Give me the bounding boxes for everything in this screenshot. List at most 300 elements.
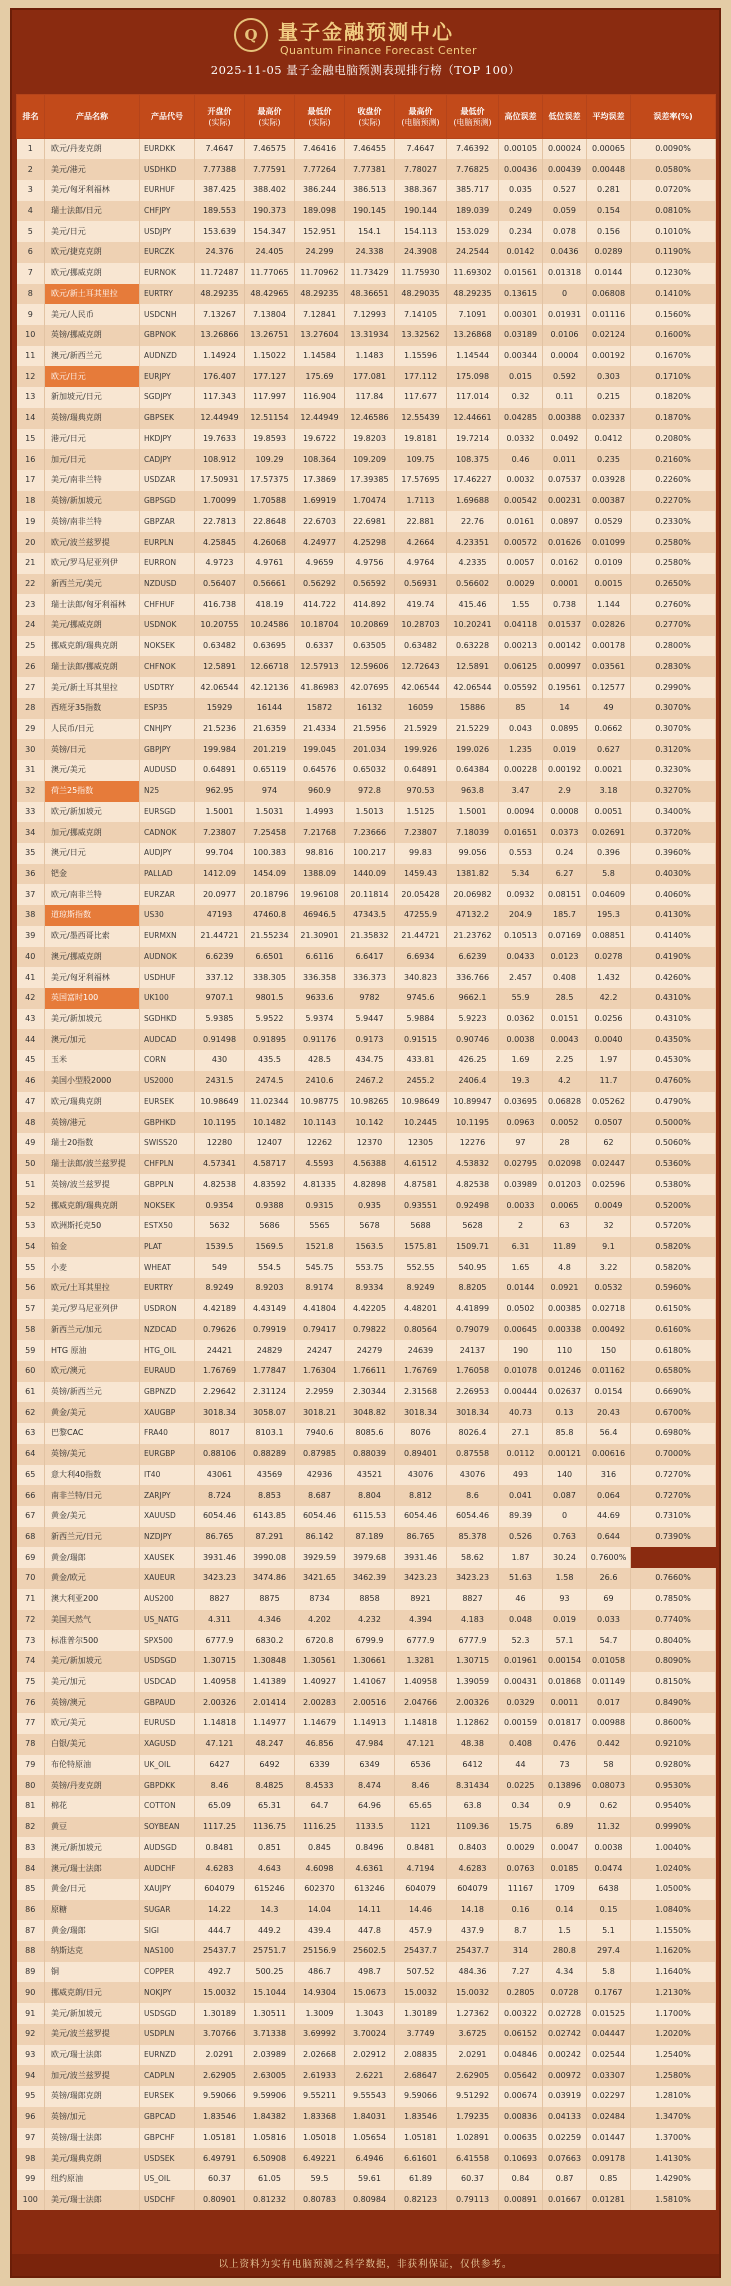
cell-avg-error: 1.144 — [587, 594, 631, 615]
cell-avg-error: 0.01149 — [587, 1672, 631, 1693]
cell-rank: 14 — [17, 408, 45, 429]
cell-product-name: 黄金/瑞郎 — [45, 1920, 140, 1941]
cell-close-actual: 2.30344 — [345, 1382, 395, 1403]
cell-avg-error: 0.00616 — [587, 1444, 631, 1465]
cell-product-name: 澳元/日元 — [45, 843, 140, 864]
cell-product-name: 美元/匈牙利福林 — [45, 967, 140, 988]
cell-low-predicted: 963.8 — [447, 781, 499, 802]
cell-product-name: 加元/挪威克朗 — [45, 822, 140, 843]
cell-error-rate: 0.6160% — [631, 1319, 716, 1340]
cell-low-actual: 6720.8 — [295, 1630, 345, 1651]
table-row — [17, 988, 716, 1009]
cell-open-actual: 1.83546 — [195, 2107, 245, 2128]
cell-product-name: 新西兰元/日元 — [45, 1527, 140, 1548]
cell-rank: 2 — [17, 159, 45, 180]
cell-rank: 59 — [17, 1340, 45, 1361]
cell-high-predicted: 86.765 — [395, 1527, 447, 1548]
cell-low-predicted: 15.0032 — [447, 1982, 499, 2003]
column-header — [345, 95, 395, 139]
cell-high-error: 3.47 — [499, 781, 543, 802]
cell-product-code: UK100 — [140, 988, 195, 1009]
cell-high-actual: 3474.86 — [245, 1568, 295, 1589]
cell-low-predicted: 8.6 — [447, 1485, 499, 1506]
column-header-label: 误差率(%) — [653, 112, 693, 121]
cell-avg-error: 0.0412 — [587, 429, 631, 450]
cell-error-rate: 0.2990% — [631, 677, 716, 698]
cell-high-predicted: 0.64891 — [395, 760, 447, 781]
cell-high-actual: 2.31124 — [245, 1382, 295, 1403]
cell-product-code: US_OIL — [140, 2169, 195, 2190]
cell-open-actual: 3018.34 — [195, 1402, 245, 1423]
cell-high-predicted: 2.68647 — [395, 2065, 447, 2086]
table-row — [17, 1506, 716, 1527]
cell-high-error: 314 — [499, 1941, 543, 1962]
header — [12, 10, 719, 80]
cell-product-name: 美元/瑞典克朗 — [45, 2148, 140, 2169]
cell-product-name: 黄金/瑞郎 — [45, 1547, 140, 1568]
cell-low-actual: 4.202 — [295, 1610, 345, 1631]
cell-high-predicted: 10.98649 — [395, 1092, 447, 1113]
cell-high-predicted: 12.72643 — [395, 656, 447, 677]
cell-open-actual: 99.704 — [195, 843, 245, 864]
cell-product-code: USDHUF — [140, 967, 195, 988]
cell-product-name: 黄金/美元 — [45, 1402, 140, 1423]
cell-high-error: 0.553 — [499, 843, 543, 864]
cell-high-actual: 20.18796 — [245, 884, 295, 905]
cell-low-error: 0.0728 — [543, 1982, 587, 2003]
cell-high-actual: 117.997 — [245, 387, 295, 408]
cell-rank: 43 — [17, 1009, 45, 1030]
cell-product-name: 钯金 — [45, 864, 140, 885]
cell-product-code: GBPNOK — [140, 325, 195, 346]
cell-high-actual: 0.851 — [245, 1837, 295, 1858]
cell-low-error: 2.9 — [543, 781, 587, 802]
cell-low-predicted: 415.46 — [447, 594, 499, 615]
cell-low-actual: 46.856 — [295, 1734, 345, 1755]
cell-low-actual: 108.364 — [295, 449, 345, 470]
cell-low-predicted: 8.8205 — [447, 1278, 499, 1299]
cell-low-actual: 1.14584 — [295, 346, 345, 367]
cell-low-error: 1.5 — [543, 1920, 587, 1941]
cell-low-error: 0.00242 — [543, 2045, 587, 2066]
table-row — [17, 2169, 716, 2190]
cell-low-actual: 1521.8 — [295, 1237, 345, 1258]
cell-avg-error: 5.8 — [587, 864, 631, 885]
cell-low-actual: 9633.6 — [295, 988, 345, 1009]
column-header-label: 收盘价 — [357, 106, 382, 116]
cell-low-actual: 10.98775 — [295, 1092, 345, 1113]
cell-open-actual: 10.98649 — [195, 1092, 245, 1113]
cell-product-name: 英镑/新西兰元 — [45, 1382, 140, 1403]
brand-name-en: Quantum Finance Forecast Center — [280, 44, 477, 57]
cell-avg-error: 0.05262 — [587, 1092, 631, 1113]
table-row — [17, 864, 716, 885]
cell-low-predicted: 1.69688 — [447, 491, 499, 512]
cell-high-error: 0.00228 — [499, 760, 543, 781]
cell-high-actual: 500.25 — [245, 1962, 295, 1983]
cell-high-predicted: 1.05181 — [395, 2128, 447, 2149]
cell-high-predicted: 3423.23 — [395, 1568, 447, 1589]
cell-low-error: 0 — [543, 1506, 587, 1527]
cell-rank: 49 — [17, 1133, 45, 1154]
cell-avg-error: 0.644 — [587, 1527, 631, 1548]
cell-product-code: SPX500 — [140, 1630, 195, 1651]
cell-error-rate: 0.2270% — [631, 491, 716, 512]
cell-low-error: 0.0123 — [543, 947, 587, 968]
column-header-label: 产品名称 — [76, 112, 108, 121]
cell-low-actual: 116.904 — [295, 387, 345, 408]
cell-open-actual: 4.57341 — [195, 1154, 245, 1175]
cell-product-name: 欧元/新加坡元 — [45, 802, 140, 823]
cell-rank: 9 — [17, 304, 45, 325]
cell-close-actual: 386.513 — [345, 180, 395, 201]
cell-error-rate: 0.5360% — [631, 1154, 716, 1175]
cell-high-error: 0.01961 — [499, 1651, 543, 1672]
cell-close-actual: 1.76611 — [345, 1361, 395, 1382]
cell-product-name: HTG 原油 — [45, 1340, 140, 1361]
cell-product-name: 美元/港元 — [45, 159, 140, 180]
cell-high-actual: 48.247 — [245, 1734, 295, 1755]
cell-rank: 72 — [17, 1610, 45, 1631]
cell-rank: 20 — [17, 532, 45, 553]
cell-open-actual: 24.376 — [195, 242, 245, 263]
cell-high-actual: 8.9203 — [245, 1278, 295, 1299]
cell-error-rate: 1.1550% — [631, 1920, 716, 1941]
cell-high-actual: 5686 — [245, 1216, 295, 1237]
cell-rank: 67 — [17, 1506, 45, 1527]
cell-avg-error: 0.15 — [587, 1900, 631, 1921]
cell-high-actual: 21.6359 — [245, 719, 295, 740]
cell-avg-error: 58 — [587, 1755, 631, 1776]
cell-close-actual: 414.892 — [345, 594, 395, 615]
cell-error-rate: 0.7310% — [631, 1506, 716, 1527]
cell-rank: 96 — [17, 2107, 45, 2128]
cell-high-actual: 435.5 — [245, 1050, 295, 1071]
cell-product-code: NOKSEK — [140, 1195, 195, 1216]
cell-rank: 93 — [17, 2045, 45, 2066]
cell-high-error: 0.0029 — [499, 574, 543, 595]
cell-avg-error: 0.0038 — [587, 1837, 631, 1858]
cell-close-actual: 1.14913 — [345, 1713, 395, 1734]
cell-rank: 46 — [17, 1071, 45, 1092]
cell-close-actual: 21.5956 — [345, 719, 395, 740]
cell-product-name: 英镑/挪威克朗 — [45, 325, 140, 346]
cell-avg-error: 0.02297 — [587, 2086, 631, 2107]
table-row — [17, 1734, 716, 1755]
cell-close-actual: 0.9173 — [345, 1029, 395, 1050]
cell-error-rate: 0.2160% — [631, 449, 716, 470]
cell-product-name: 美元/挪威克朗 — [45, 615, 140, 636]
cell-product-code: GBPCHF — [140, 2128, 195, 2149]
cell-high-actual: 2.63005 — [245, 2065, 295, 2086]
cell-high-actual: 0.91895 — [245, 1029, 295, 1050]
table-header — [17, 95, 716, 139]
cell-high-error: 493 — [499, 1465, 543, 1486]
cell-rank: 87 — [17, 1920, 45, 1941]
cell-avg-error: 150 — [587, 1340, 631, 1361]
cell-open-actual: 4.6283 — [195, 1858, 245, 1879]
cell-low-error: 0.0921 — [543, 1278, 587, 1299]
cell-avg-error: 0.0289 — [587, 242, 631, 263]
cell-low-error: 6.27 — [543, 864, 587, 885]
cell-rank: 29 — [17, 719, 45, 740]
cell-high-predicted: 1121 — [395, 1817, 447, 1838]
cell-avg-error: 0.06808 — [587, 284, 631, 305]
cell-rank: 51 — [17, 1174, 45, 1195]
cell-high-actual: 109.29 — [245, 449, 295, 470]
cell-rank: 75 — [17, 1672, 45, 1693]
cell-low-predicted: 7.46392 — [447, 139, 499, 160]
cell-low-predicted: 21.5229 — [447, 719, 499, 740]
cell-low-error: 0.408 — [543, 967, 587, 988]
cell-close-actual: 2.00516 — [345, 1692, 395, 1713]
column-header — [499, 95, 543, 139]
cell-close-actual: 1.30661 — [345, 1651, 395, 1672]
cell-high-error: 2.457 — [499, 967, 543, 988]
cell-avg-error: 0.00387 — [587, 491, 631, 512]
cell-product-name: 南非兰特/日元 — [45, 1485, 140, 1506]
cell-low-error: 11.89 — [543, 1237, 587, 1258]
cell-close-actual: 14.11 — [345, 1900, 395, 1921]
cell-low-error: 0.738 — [543, 594, 587, 615]
cell-high-actual: 6492 — [245, 1755, 295, 1776]
cell-open-actual: 0.63482 — [195, 636, 245, 657]
cell-low-actual: 6054.46 — [295, 1506, 345, 1527]
cell-product-code: EURSEK — [140, 1092, 195, 1113]
cell-close-actual: 3979.68 — [345, 1547, 395, 1568]
cell-product-code: GBPZAR — [140, 511, 195, 532]
cell-low-actual: 1.14679 — [295, 1713, 345, 1734]
cell-product-code: USDCNH — [140, 304, 195, 325]
cell-high-predicted: 42.06544 — [395, 677, 447, 698]
cell-error-rate: 0.8600% — [631, 1713, 716, 1734]
cell-rank: 18 — [17, 491, 45, 512]
cell-close-actual: 47.984 — [345, 1734, 395, 1755]
cell-low-actual: 960.9 — [295, 781, 345, 802]
column-header-label: 最低价 — [460, 106, 485, 116]
cell-high-predicted: 7.4647 — [395, 139, 447, 160]
cell-avg-error: 0.0109 — [587, 553, 631, 574]
cell-low-actual: 59.5 — [295, 2169, 345, 2190]
cell-rank: 41 — [17, 967, 45, 988]
cell-avg-error: 0.017 — [587, 1692, 631, 1713]
cell-rank: 3 — [17, 180, 45, 201]
cell-product-name: 欧元/日元 — [45, 366, 140, 387]
cell-close-actual: 24.338 — [345, 242, 395, 263]
cell-low-actual: 2410.6 — [295, 1071, 345, 1092]
cell-high-actual: 0.9388 — [245, 1195, 295, 1216]
cell-rank: 35 — [17, 843, 45, 864]
cell-rank: 16 — [17, 449, 45, 470]
cell-high-error: 6.31 — [499, 1237, 543, 1258]
cell-low-error: 0.01246 — [543, 1361, 587, 1382]
cell-high-predicted: 21.5929 — [395, 719, 447, 740]
cell-rank: 85 — [17, 1879, 45, 1900]
cell-rank: 78 — [17, 1734, 45, 1755]
cell-high-error: 1.235 — [499, 739, 543, 760]
cell-product-name: 英镑/南非兰特 — [45, 511, 140, 532]
cell-avg-error: 0.033 — [587, 1610, 631, 1631]
cell-high-predicted: 109.75 — [395, 449, 447, 470]
ranking-poster — [10, 8, 721, 2278]
cell-low-actual: 386.244 — [295, 180, 345, 201]
cell-low-error: 0.0001 — [543, 574, 587, 595]
ranking-table — [16, 94, 716, 2210]
cell-low-predicted: 540.95 — [447, 1257, 499, 1278]
cell-low-predicted: 484.36 — [447, 1962, 499, 1983]
cell-product-name: 美元/加元 — [45, 1672, 140, 1693]
cell-high-actual: 554.5 — [245, 1257, 295, 1278]
table-row — [17, 822, 716, 843]
cell-high-error: 0.0332 — [499, 429, 543, 450]
cell-low-actual: 1.40927 — [295, 1672, 345, 1693]
cell-low-error: 110 — [543, 1340, 587, 1361]
cell-close-actual: 190.145 — [345, 201, 395, 222]
cell-open-actual: 9.59066 — [195, 2086, 245, 2107]
cell-low-actual: 19.6722 — [295, 429, 345, 450]
cell-rank: 26 — [17, 656, 45, 677]
cell-low-error: 0.01817 — [543, 1713, 587, 1734]
cell-low-error: 2.25 — [543, 1050, 587, 1071]
cell-close-actual: 8.474 — [345, 1775, 395, 1796]
cell-high-error: 0.0963 — [499, 1112, 543, 1133]
cell-low-error: 0.02098 — [543, 1154, 587, 1175]
cell-rank: 84 — [17, 1858, 45, 1879]
cell-high-predicted: 1575.81 — [395, 1237, 447, 1258]
column-header-sublabel: (实际) — [208, 117, 231, 127]
cell-low-actual: 3929.59 — [295, 1547, 345, 1568]
cell-error-rate: 0.4530% — [631, 1050, 716, 1071]
column-header — [140, 95, 195, 139]
cell-low-predicted: 4.183 — [447, 1610, 499, 1631]
cell-low-actual: 24.299 — [295, 242, 345, 263]
cell-close-actual: 2.6221 — [345, 2065, 395, 2086]
cell-open-actual: 17.50931 — [195, 470, 245, 491]
cell-product-name: 小麦 — [45, 1257, 140, 1278]
cell-high-predicted: 507.52 — [395, 1962, 447, 1983]
cell-low-error: 0.00121 — [543, 1444, 587, 1465]
cell-high-actual: 388.402 — [245, 180, 295, 201]
cell-high-actual: 43569 — [245, 1465, 295, 1486]
cell-low-error: 0.07537 — [543, 470, 587, 491]
cell-high-error: 0.84 — [499, 2169, 543, 2190]
cell-low-error: 0.00997 — [543, 656, 587, 677]
cell-low-error: 0.0008 — [543, 802, 587, 823]
cell-error-rate: 0.1010% — [631, 221, 716, 242]
cell-high-error: 0.01651 — [499, 822, 543, 843]
cell-product-code: AUDCAD — [140, 1029, 195, 1050]
cell-low-predicted: 2.62905 — [447, 2065, 499, 2086]
cell-product-name: 英镑/瑞士法郎 — [45, 2128, 140, 2149]
cell-low-predicted: 426.25 — [447, 1050, 499, 1071]
table-row — [17, 1423, 716, 1444]
cell-rank: 13 — [17, 387, 45, 408]
cell-product-code: EURSEK — [140, 2086, 195, 2107]
cell-high-actual: 48.42965 — [245, 284, 295, 305]
cell-rank: 15 — [17, 429, 45, 450]
cell-rank: 86 — [17, 1900, 45, 1921]
cell-avg-error: 316 — [587, 1465, 631, 1486]
cell-product-code: EURHUF — [140, 180, 195, 201]
cell-product-code: EURNOK — [140, 263, 195, 284]
cell-close-actual: 0.80984 — [345, 2190, 395, 2211]
cell-low-error: 4.34 — [543, 1962, 587, 1983]
cell-low-error: 0.0162 — [543, 553, 587, 574]
cell-low-error: 4.8 — [543, 1257, 587, 1278]
cell-avg-error: 0.03307 — [587, 2065, 631, 2086]
cell-open-actual: 0.79626 — [195, 1319, 245, 1340]
cell-product-code: EURJPY — [140, 366, 195, 387]
cell-high-predicted: 419.74 — [395, 594, 447, 615]
cell-rank: 95 — [17, 2086, 45, 2107]
cell-error-rate: 0.7270% — [631, 1465, 716, 1486]
cell-error-rate: 0.4060% — [631, 884, 716, 905]
cell-product-name: 意大利40指数 — [45, 1465, 140, 1486]
cell-low-predicted: 1.02891 — [447, 2128, 499, 2149]
cell-high-predicted: 19.8181 — [395, 429, 447, 450]
cell-high-actual: 338.305 — [245, 967, 295, 988]
cell-product-name: 英镑/波兰兹罗提 — [45, 1174, 140, 1195]
cell-error-rate: 1.3470% — [631, 2107, 716, 2128]
cell-product-name: 欧元/澳元 — [45, 1361, 140, 1382]
cell-close-actual: 336.373 — [345, 967, 395, 988]
cell-product-code: CADNOK — [140, 822, 195, 843]
cell-open-actual: 1.30715 — [195, 1651, 245, 1672]
cell-error-rate: 0.3720% — [631, 822, 716, 843]
cell-low-error: 0 — [543, 284, 587, 305]
cell-open-actual: 86.765 — [195, 1527, 245, 1548]
cell-product-code: USDJPY — [140, 221, 195, 242]
cell-avg-error: 0.00492 — [587, 1319, 631, 1340]
cell-close-actual: 7.77381 — [345, 159, 395, 180]
cell-high-predicted: 1.15596 — [395, 346, 447, 367]
cell-low-actual: 12.44949 — [295, 408, 345, 429]
cell-product-code: NAS100 — [140, 1941, 195, 1962]
cell-high-actual: 3058.07 — [245, 1402, 295, 1423]
table-row — [17, 242, 716, 263]
cell-close-actual: 10.98265 — [345, 1092, 395, 1113]
cell-high-predicted: 2455.2 — [395, 1071, 447, 1092]
cell-product-name: 美元/日元 — [45, 221, 140, 242]
cell-high-error: 0.00444 — [499, 1382, 543, 1403]
cell-low-error: 1709 — [543, 1879, 587, 1900]
cell-product-code: EURUSD — [140, 1713, 195, 1734]
cell-low-error: 0.02259 — [543, 2128, 587, 2149]
cell-close-actual: 17.39385 — [345, 470, 395, 491]
cell-close-actual: 154.1 — [345, 221, 395, 242]
cell-avg-error: 0.02826 — [587, 615, 631, 636]
cell-error-rate: 0.4260% — [631, 967, 716, 988]
cell-avg-error: 0.00065 — [587, 139, 631, 160]
cell-rank: 73 — [17, 1630, 45, 1651]
cell-low-predicted: 437.9 — [447, 1920, 499, 1941]
cell-high-predicted: 154.113 — [395, 221, 447, 242]
cell-low-error: 185.7 — [543, 905, 587, 926]
cell-error-rate: 0.6700% — [631, 1402, 716, 1423]
cell-high-actual: 177.127 — [245, 366, 295, 387]
cell-product-code: HKDJPY — [140, 429, 195, 450]
cell-low-error: 0.00192 — [543, 760, 587, 781]
cell-low-predicted: 12276 — [447, 1133, 499, 1154]
cell-open-actual: 7.77388 — [195, 159, 245, 180]
cell-close-actual: 0.63505 — [345, 636, 395, 657]
cell-rank: 27 — [17, 677, 45, 698]
cell-error-rate: 0.2650% — [631, 574, 716, 595]
table-row — [17, 1879, 716, 1900]
cell-avg-error: 0.03561 — [587, 656, 631, 677]
cell-low-actual: 14.9304 — [295, 1982, 345, 2003]
cell-high-actual: 1.84382 — [245, 2107, 295, 2128]
